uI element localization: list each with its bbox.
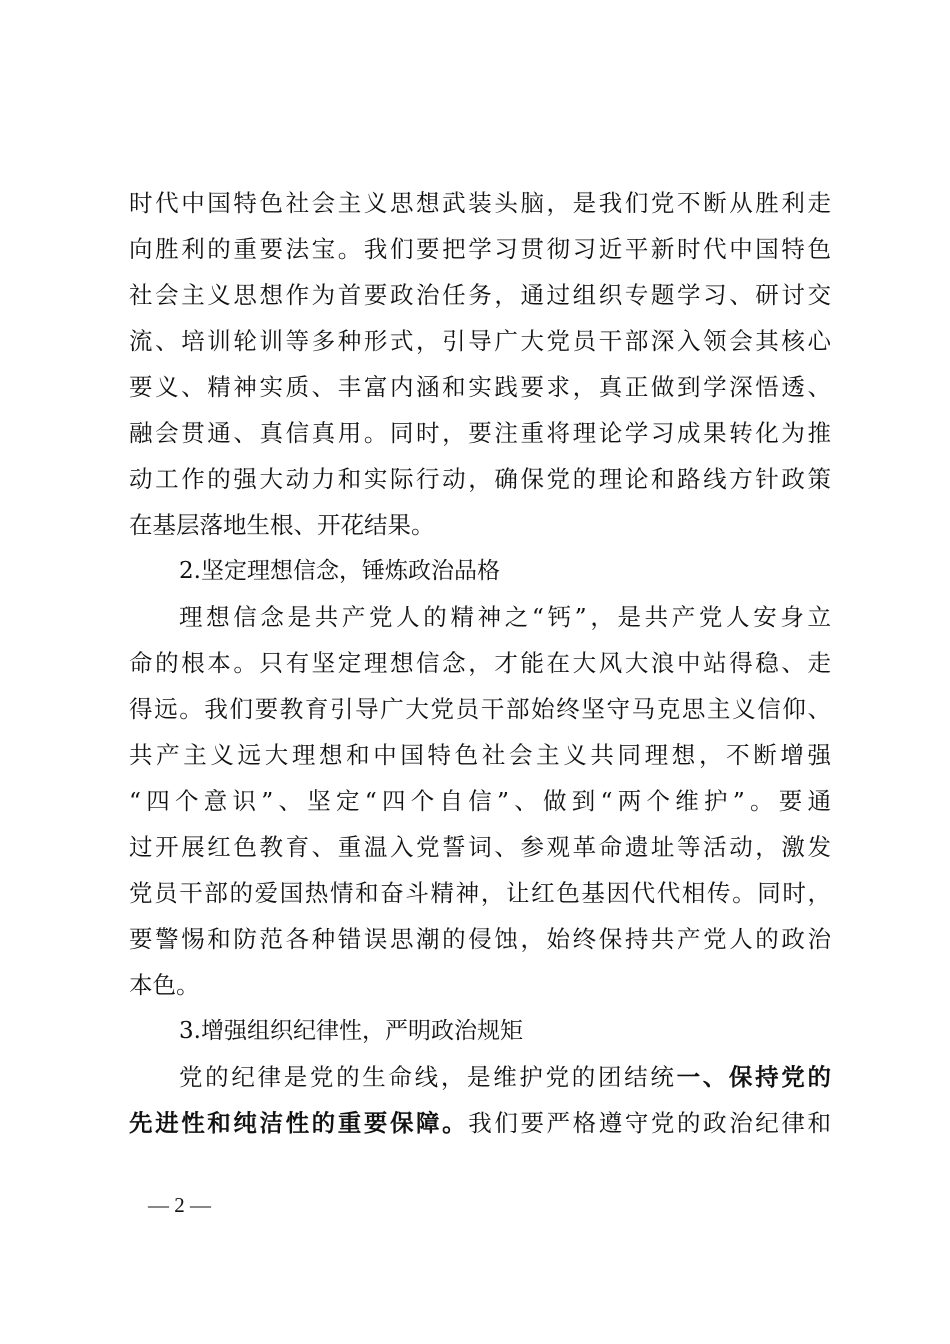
page-number: — 2 — (148, 1193, 211, 1217)
paragraph-line-mixed (129, 1054, 831, 1100)
paragraph-line: 要警惕和防范各种错误思潮的侵蚀，始终保持共产党人的政治 (129, 925, 831, 953)
paragraph-line-mixed (129, 1100, 831, 1146)
paragraph-line: 社会主义思想作为首要政治任务，通过组织专题学习、研讨交 (129, 281, 831, 309)
body-text (129, 180, 831, 1146)
paragraph-line: 党员干部的爱国热情和奋斗精神，让红色基因代代相传。同时， (129, 879, 831, 907)
normal-text: 我们要严格遵守党的政治纪律和 (468, 1109, 831, 1137)
paragraph-line: 流、培训轮训等多种形式，引导广大党员干部深入领会其核心 (129, 327, 831, 355)
paragraph-line: 共产主义远大理想和中国特色社会主义共同理想，不断增强 (129, 741, 831, 769)
bold-text: 一、保持党的 (676, 1063, 831, 1091)
section-heading-3: 3.增强组织纪律性，严明政治规矩 (179, 1018, 523, 1044)
paragraph-line: 理想信念是共产党人的精神之“钙”，是共产党人安身立 (179, 603, 831, 631)
paragraph-line: “四个意识”、坚定“四个自信”、做到“两个维护”。要通 (129, 787, 831, 815)
paragraph-line: 融会贯通、真信真用。同时，要注重将理论学习成果转化为推 (129, 419, 831, 447)
normal-text: 党的纪律是党的生命线，是维护党的团结统 (179, 1063, 677, 1091)
paragraph-line: 命的根本。只有坚定理想信念，才能在大风大浪中站得稳、走 (129, 649, 831, 677)
section-heading-2: 2.坚定理想信念，锤炼政治品格 (179, 558, 500, 584)
paragraph-line: 在基层落地生根、开花结果。 (129, 511, 435, 539)
paragraph-line: 动工作的强大动力和实际行动，确保党的理论和路线方针政策 (129, 465, 831, 493)
paragraph-line: 要义、精神实质、丰富内涵和实践要求，真正做到学深悟透、 (129, 373, 831, 401)
paragraph-line: 过开展红色教育、重温入党誓词、参观革命遗址等活动，激发 (129, 833, 831, 861)
paragraph-line: 时代中国特色社会主义思想武装头脑，是我们党不断从胜利走 (129, 189, 831, 217)
bold-text: 先进性和纯洁性的重要保障。 (129, 1109, 469, 1137)
paragraph-line: 本色。 (129, 971, 200, 999)
paragraph-line: 向胜利的重要法宝。我们要把学习贯彻习近平新时代中国特色 (129, 235, 831, 263)
paragraph-line: 得远。我们要教育引导广大党员干部始终坚守马克思主义信仰、 (129, 695, 831, 723)
